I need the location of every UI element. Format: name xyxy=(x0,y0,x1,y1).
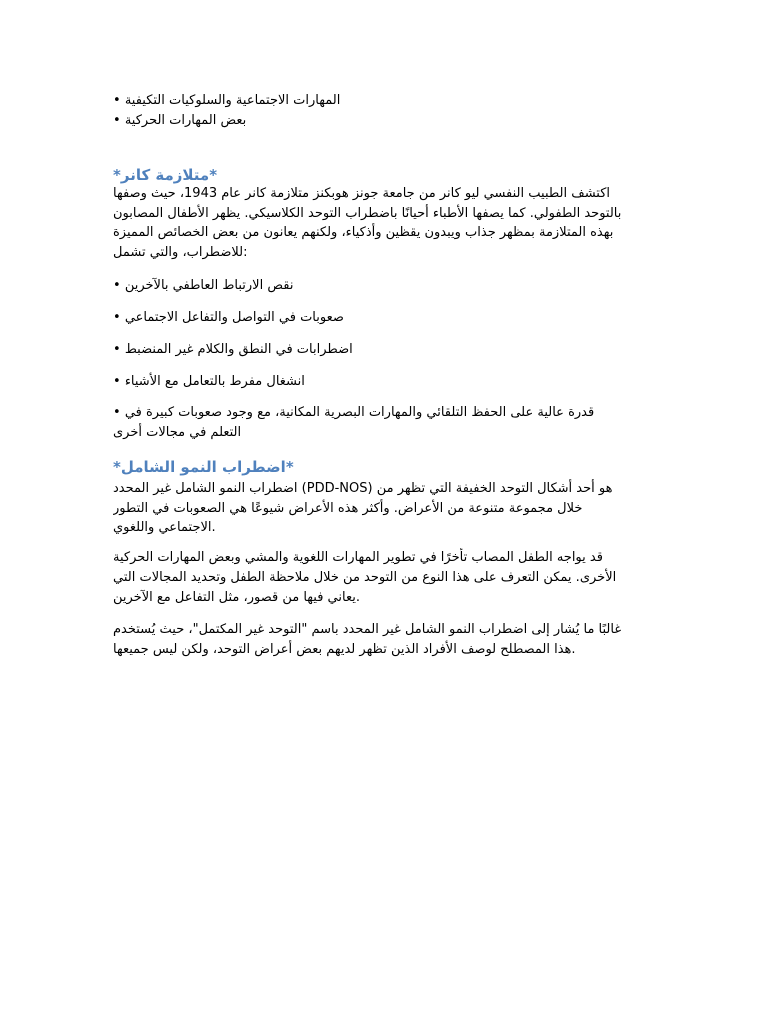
paragraph-line: بهذه المتلازمة بمظهر جذاب ويبدون يقظين وأذكياء، ولكنهم يعانون من بعض الخصائص المميزة xyxy=(113,225,614,241)
trait-text: التعلم في مجالات أخرى xyxy=(113,425,242,440)
paragraph-line: هذا المصطلح لوصف الأفراد الذين تظهر لديهم بعض أعراض التوحد، ولكن ليس جميعها. xyxy=(113,642,576,657)
paragraph-line: اضطراب النمو الشامل غير المحدد (PDD-NOS) هو أحد أشكال التوحد الخفيفة التي تظهر من xyxy=(113,481,613,496)
paragraph-line: بالتوحد الطفولي. كما يصفها الأطباء أحيانًا باضطراب التوحد الكلاسيكي. يظهر الأطفال المصابون xyxy=(113,205,622,221)
paragraph-line: غالبًا ما يُشار إلى اضطراب النمو الشامل غير المحدد باسم "التوحد غير المكتمل"، حيث يُستخدم xyxy=(113,622,622,637)
trait-text: • قدرة عالية على الحفظ التلقائي والمهارات البصرية المكانية، مع وجود صعوبات كبيرة في xyxy=(113,405,595,420)
trait-list-item xyxy=(113,403,753,443)
paragraph-line: اكتشف الطبيب النفسي ليو كانر من جامعة جونز هوبكنز متلازمة كانر عام 1943، حيث وصفها xyxy=(113,186,611,201)
paragraph-line: خلال مجموعة متنوعة من الأعراض. وأكثر هذه الأعراض شيوعًا هي الصعوبات في التطور xyxy=(113,500,583,516)
bullet-item: • بعض المهارات الحركية xyxy=(113,113,247,128)
pdd-symptoms-paragraph xyxy=(113,548,753,608)
paragraph-line: قد يواجه الطفل المصاب تأخرًا في تطوير المهارات اللغوية والمشي وبعض المهارات الحركية xyxy=(113,550,603,565)
bullet-item: • المهارات الاجتماعية والسلوكيات التكيفية xyxy=(113,93,341,108)
trait-text: • نقص الارتباط العاطفي بالآخرين xyxy=(113,278,294,293)
pdd-term-paragraph xyxy=(113,620,753,660)
trait-list-item xyxy=(113,308,753,328)
trait-text: • صعوبات في التواصل والتفاعل الاجتماعي xyxy=(113,310,344,325)
pdd-definition-paragraph xyxy=(113,479,753,538)
trait-text: • اضطرابات في النطق والكلام غير المنضبط xyxy=(113,342,353,357)
top-bullet-list xyxy=(113,91,753,131)
paragraph-line: الاجتماعي واللغوي. xyxy=(113,520,216,536)
trait-text: • انشغال مفرط بالتعامل مع الأشياء xyxy=(113,374,305,389)
paragraph-line: للاضطراب، والتي تشمل: xyxy=(113,245,248,261)
section-heading-pdd: *اضطراب النمو الشامل* xyxy=(113,458,294,476)
paragraph-line: يعاني فيها من قصور، مثل التفاعل مع الآخرين. xyxy=(113,590,360,605)
trait-list-item xyxy=(113,340,753,360)
section-heading-kanner: *متلازمة كانر* xyxy=(113,166,218,184)
paragraph-line: الأخرى. يمكن التعرف على هذا النوع من التوحد من خلال ملاحظة الطفل وتحديد المجالات التي xyxy=(113,570,617,585)
trait-list-item xyxy=(113,372,753,392)
kanner-intro-paragraph xyxy=(113,184,753,263)
trait-list-item xyxy=(113,276,753,296)
